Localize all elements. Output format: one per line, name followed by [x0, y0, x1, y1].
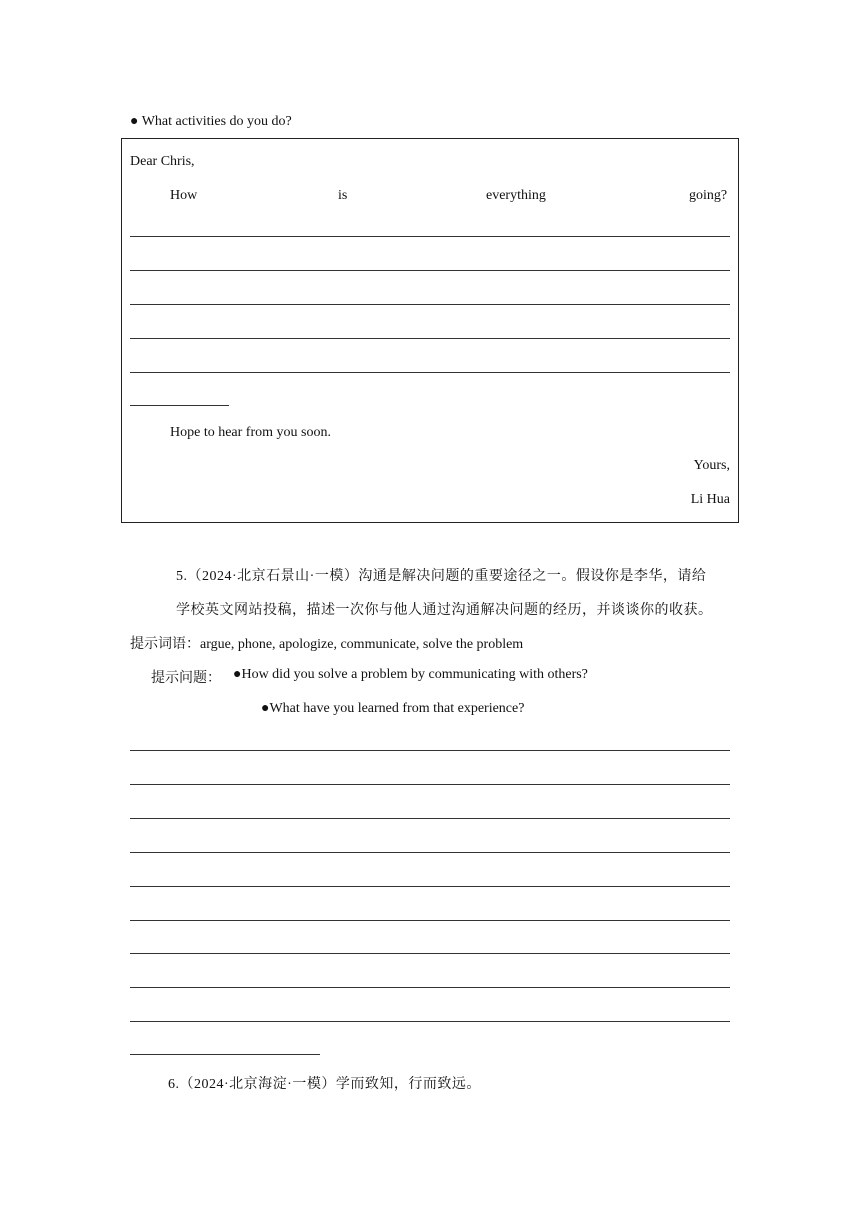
letter-answer-line[interactable]	[130, 270, 730, 271]
answer-line[interactable]	[130, 1021, 730, 1022]
letter-answer-line[interactable]	[130, 236, 730, 237]
letter-opening-word-everything: everything	[486, 188, 546, 203]
answer-line[interactable]	[130, 987, 730, 988]
letter-opening-word-is: is	[338, 188, 348, 203]
letter-closing: Hope to hear from you soon.	[170, 425, 331, 440]
answer-line[interactable]	[130, 818, 730, 819]
previous-prompt-bullet: ● What activities do you do?	[130, 114, 292, 129]
question-5-header: 5.（2024·北京石景山·一模）沟通是解决问题的重要途径之一。假设你是李华，请给	[176, 569, 707, 584]
letter-opening-word-how: How	[170, 188, 198, 203]
letter-opening-word-going: going?	[689, 188, 728, 203]
answer-line[interactable]	[130, 784, 730, 785]
letter-signature: Li Hua	[690, 492, 730, 507]
question-5-hint-question-1: ●How did you solve a problem by communicating with others?	[233, 667, 588, 682]
question-5-hint-question-2: ●What have you learned from that experience?	[261, 701, 525, 716]
letter-answer-line-short[interactable]	[130, 405, 229, 406]
answer-line[interactable]	[130, 750, 730, 751]
letter-writing-box	[121, 138, 739, 523]
letter-answer-line[interactable]	[130, 338, 730, 339]
question-5-hint-words: 提示词语：argue, phone, apologize, communicate, solve the problem	[130, 637, 524, 652]
question-6-header: 6.（2024·北京海淀·一模）学而致知，行而致远。	[168, 1077, 481, 1092]
letter-greeting: Dear Chris,	[130, 154, 195, 169]
question-5-header-continued: 学校英文网站投稿，描述一次你与他人通过沟通解决问题的经历，并谈谈你的收获。	[176, 603, 713, 618]
question-5-hint-label: 提示问题：	[151, 671, 221, 686]
answer-line[interactable]	[130, 852, 730, 853]
answer-line-short[interactable]	[130, 1054, 320, 1055]
letter-answer-line[interactable]	[130, 372, 730, 373]
answer-line[interactable]	[130, 953, 730, 954]
answer-line[interactable]	[130, 886, 730, 887]
letter-answer-line[interactable]	[130, 304, 730, 305]
letter-signoff: Yours,	[693, 458, 730, 473]
answer-line[interactable]	[130, 920, 730, 921]
